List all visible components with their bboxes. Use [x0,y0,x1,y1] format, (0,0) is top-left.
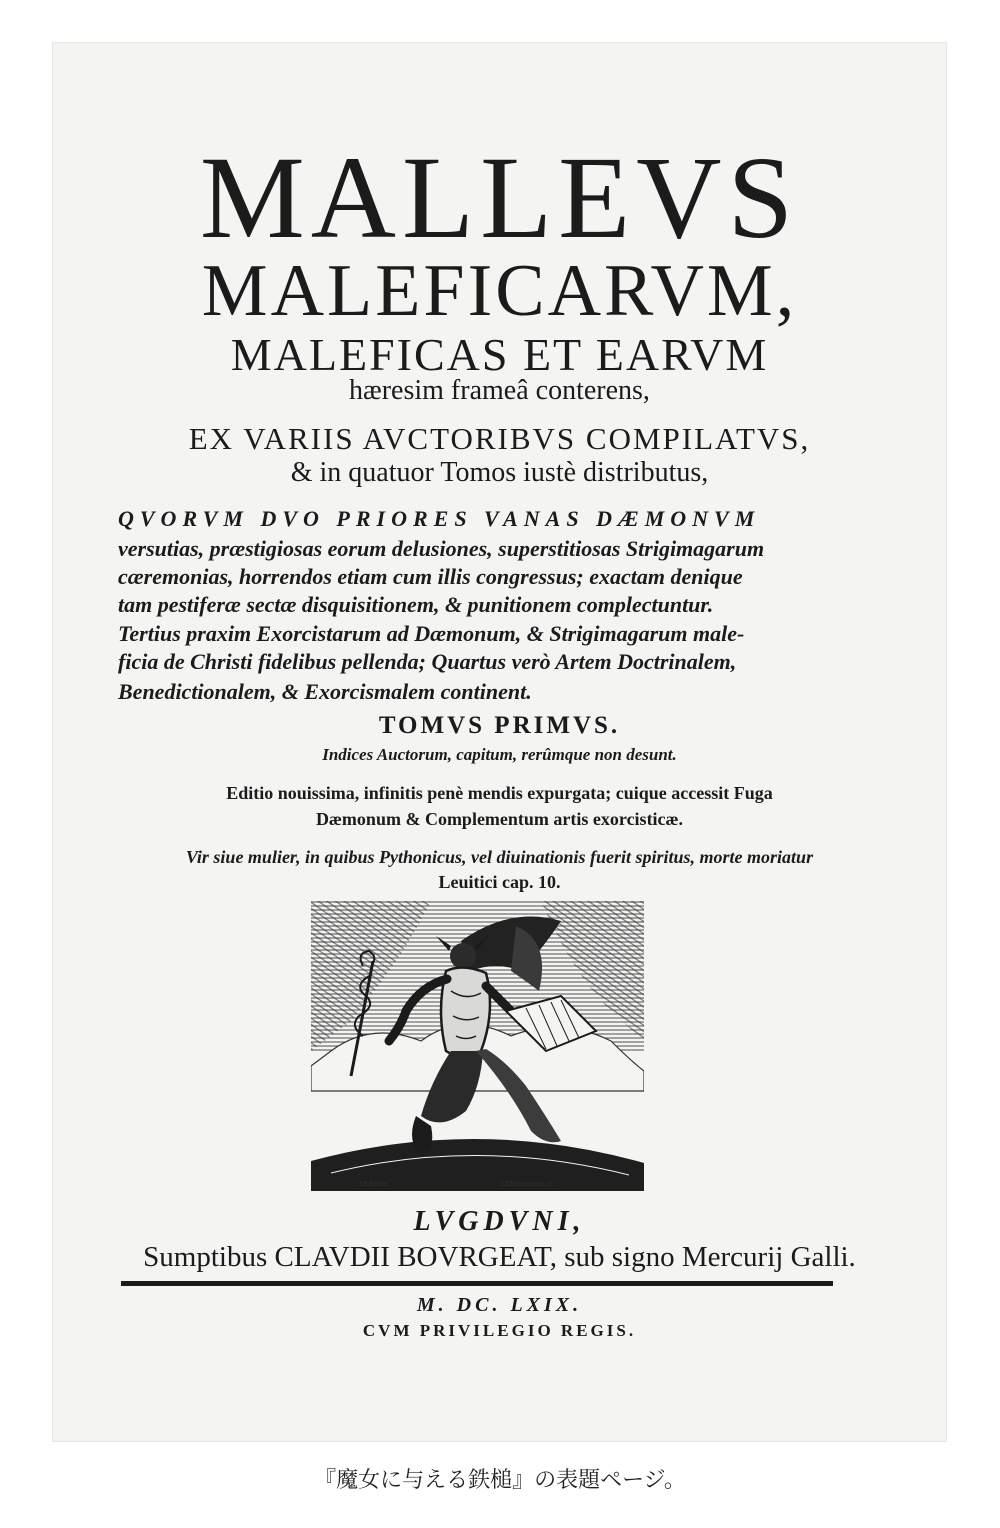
imprint-publisher: Sumptibus CLAVDII BOVRGEAT, sub signo Mercurij Galli. [143,1241,856,1273]
engraver-signature: I.I.Thourneyser. fe. [501,1180,555,1188]
description-line: QVORVM DVO PRIORES VANAS DÆMONVM [118,506,761,531]
publication-date: M. DC. LXIX. [416,1294,583,1316]
engraver-signature: I.P.Aurrin [359,1180,387,1188]
description-line: ficia de Christi fidelibus pellenda; Quartus verò Artem Doctrinalem, [118,649,737,674]
subtitle-ex-variis: EX VARIIS AVCTORIBVS COMPILATVS, [188,421,811,456]
main-title: MALLEVS [199,132,800,263]
description-line: Tertius praxim Exorcistarum ad Dæmonum, & Strigimagarum male- [118,621,745,646]
description-line: cæremonias, horrendos etiam cum illis congressus; exactam denique [118,564,743,589]
epigraph-source: Leuitici cap. 10. [438,872,561,892]
title-page [53,43,946,1441]
description-line: Benedictionalem, & Exorcismalem continent. [118,679,532,704]
mercury-engraving [311,901,644,1191]
subtitle-quatuor-tomos: & in quatuor Tomos iustè distributus, [290,457,709,488]
subtitle-maleficarum: MALEFICARVM, [201,250,798,332]
royal-privilege: CVM PRIVILEGIO REGIS. [362,1321,637,1340]
divider-rule [121,1281,833,1286]
edition-note-line: Dæmonum & Complementum artis exorcisticæ. [315,809,684,829]
subtitle-haeresim: hæresim frameâ conterens, [349,375,650,406]
image-caption: 『魔女に与える鉄槌』の表題ページ。 [314,1468,686,1493]
indices-note: Indices Auctorum, capitum, rerûmque non desunt. [322,745,677,764]
volume-label: TOMVS PRIMVS. [378,712,621,739]
epigraph: Vir siue mulier, in quibus Pythonicus, vel diuinationis fuerit spiritus, morte moriatur [185,847,814,867]
subtitle-maleficas: MALEFICAS ET EARVM [230,329,769,380]
description-line: tam pestiferæ sectæ disquisitionem, & punitionem complectuntur. [118,592,714,617]
mercury-head [450,943,476,969]
description-line: versutias, præstigiosas eorum delusiones, superstitiosas Strigimagarum [118,536,765,561]
imprint-city: LVGDVNI, [413,1206,586,1237]
edition-note-line: Editio nouissima, infinitis penè mendis expurgata; cuique accessit Fuga [226,783,773,803]
